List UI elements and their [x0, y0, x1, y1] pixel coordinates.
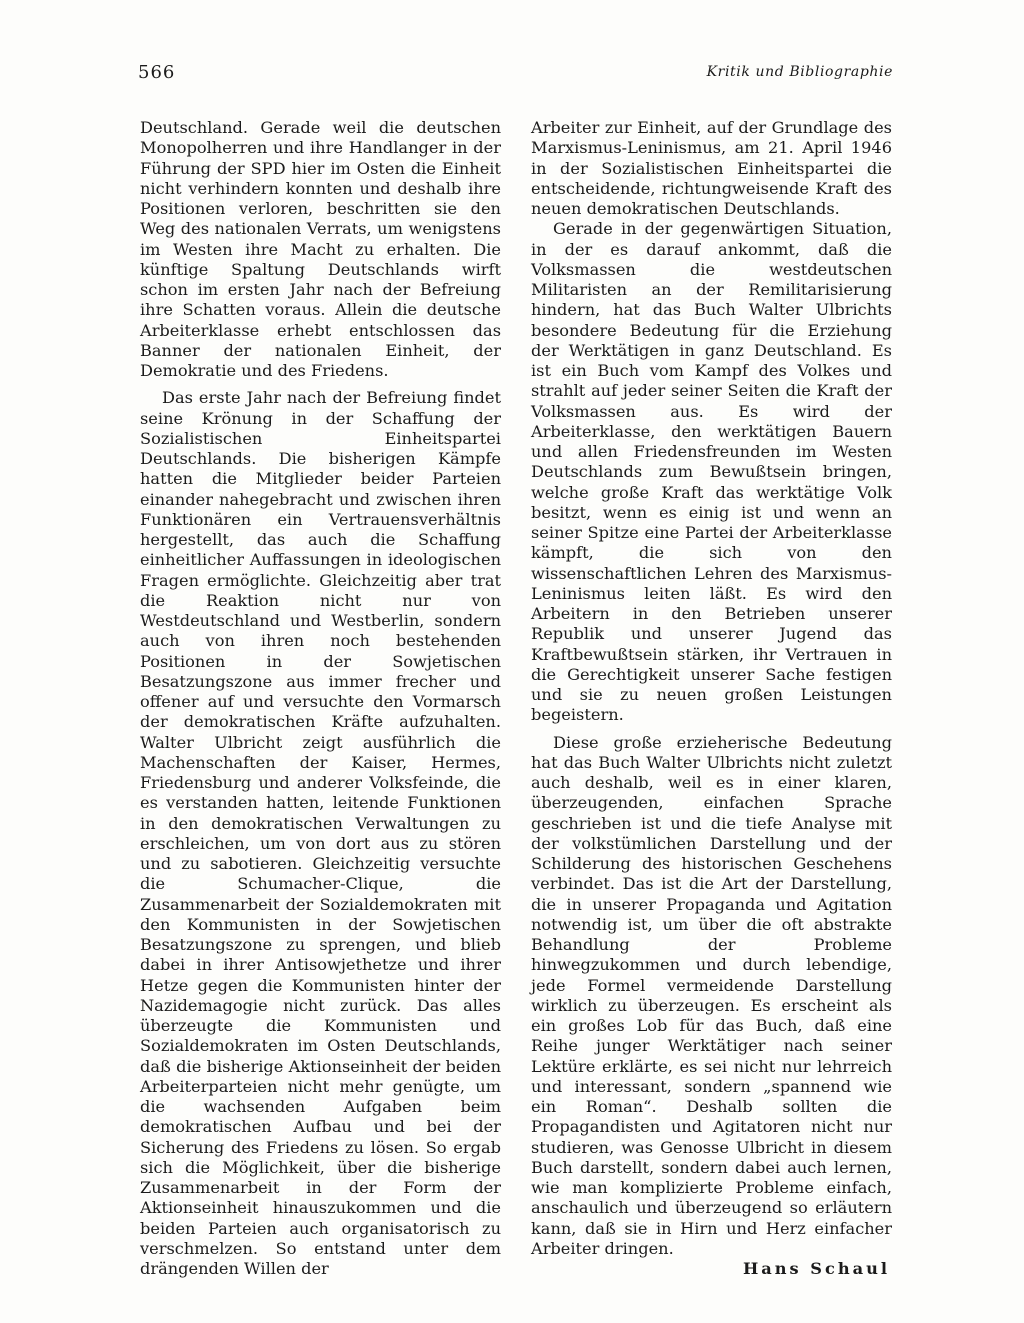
- page-header: [138, 62, 893, 86]
- left-column: [140, 118, 501, 1279]
- paragraph: Arbeiter zur Einheit, auf der Grundlage des Marxismus-Leninismus, am 21. April 1946 in der Sozialistischen Einheitspartei die entscheidende, richtungweisende Kraft des neuen demokratischen Deutschlands.: [531, 118, 892, 218]
- author-signature: Hans Schaul: [742, 1259, 890, 1278]
- paragraph: Deutschland. Gerade weil die deutschen Monopolherren und ihre Handlanger in der Führung der SPD hier im Osten die Einheit nicht verhindern konnten und deshalb ihre Positionen verloren, beschritten sie den Weg des nationalen Verrats, um wenigstens im Westen ihre Macht zu erhalten. Die künftige Spaltung Deutschlands wirft schon im ersten Jahr nach der Befreiung ihre Schatten voraus. Allein die deutsche Arbeiterklasse erhebt entschlossen das Banner der nationalen Einheit, der Demokratie und des Friedens.: [140, 118, 501, 380]
- paragraph: Diese große erzieherische Bedeutung hat das Buch Walter Ulbrichts nicht zuletzt auch deshalb, weil es in einer klaren, überzeugenden, einfachen Sprache geschrieben ist und die tiefe Analyse mit der volkstümlichen Darstellung und der Schilderung des historischen Geschehens verbindet. Das ist die Art der Darstellung, die in unserer Propaganda und Agitation notwendig ist, um über die oft abstrakte Behandlung der Probleme hinwegzukommen und durch lebendige, jede Formel vermeidende Darstellung wirklich zu überzeugen. Es erscheint als ein großes Lob für das Buch, daß eine Reihe junger Werktätiger nach seiner Lektüre erklärte, es sei nicht nur lehrreich und interessant, sondern „spannend wie ein Roman“. Deshalb sollten die Propagandisten und Agitatoren nicht nur studieren, was Genosse Ulbricht in diesem Buch darstellt, sondern dabei auch lernen, wie man komplizierte Probleme einfach, anschaulich und überzeugend so erläutern kann, daß sie in Hirn und Herz einfacher Arbeiter dringen.: [531, 732, 892, 1258]
- paragraph: Gerade in der gegenwärtigen Situation, in der es darauf ankommt, daß die Volksmassen die westdeutschen Militaristen an der Remilitarisierung hindern, hat das Buch Walter Ulbrichts besondere Bedeutung für die Erziehung der Werktätigen in ganz Deutschland. Es ist ein Buch vom Kampf des Volkes und strahlt auf jeder seiner Seiten die Kraft der Volksmassen aus. Es wird der Arbeiterklasse, den werktätigen Bauern und allen Friedensfreunden im Westen Deutschlands zum Bewußtsein bringen, welche große Kraft das werktätige Volk besitzt, wenn es einig ist und wenn an seiner Spitze eine Partei der Arbeiterklasse kämpft, die sich von den wissenschaftlichen Lehren des Marxismus-Leninismus leiten läßt. Es wird den Arbeitern in den Betrieben unserer Republik und unserer Jugend das Kraftbewußtsein stärken, ihr Vertrauen in die Gerechtigkeit unserer Sache festigen und sie zu neuen großen Leistungen begeistern.: [531, 219, 892, 725]
- paragraph: Das erste Jahr nach der Befreiung findet seine Krönung in der Schaffung der Sozialistischen Einheitspartei Deutschlands. Die bisherigen Kämpfe hatten die Mitglieder beider Parteien einander nahegebracht und zwischen ihren Funktionären ein Vertrauensverhältnis hergestellt, das auch die Schaffung einheitlicher Auffassungen in ideologischen Fragen ermöglichte. Gleichzeitig aber trat die Reaktion nicht nur von Westdeutschland und Westberlin, sondern auch von ihren noch bestehenden Positionen in der Sowjetischen Besatzungszone aus immer frecher und offener auf und versuchte den Vormarsch der demokratischen Kräfte aufzuhalten. Walter Ulbricht zeigt ausführlich die Machenschaften der Kaiser, Hermes, Friedensburg und anderer Volksfeinde, die es verstanden hatten, leitende Funktionen in den demokratischen Verwaltungen zu erschleichen, um von dort aus zu stören und zu sabotieren. Gleichzeitig versuchte die Schumacher-Clique, die Zusammenarbeit der Sozialdemokraten mit den Kommunisten in der Sowjetischen Besatzungszone zu sprengen, und blieb dabei in ihrer Antisowjethetze und ihrer Hetze gegen die Kommunisten hinter der Nazidemagogie nicht zurück. Das alles überzeugte die Kommunisten und Sozialdemokraten im Osten Deutschlands, daß die bisherige Aktionseinheit der beiden Arbeiterparteien nicht mehr genügte, um die wachsenden Aufgaben beim demokratischen Aufbau und bei der Sicherung des Friedens zu lösen. So ergab sich die Möglichkeit, über die bisherige Zusammenarbeit in der Form der Aktionseinheit hinauszukommen und die beiden Parteien auch organisatorisch zu verschmelzen. So entstand unter dem drängenden Willen der: [140, 388, 501, 1278]
- right-column: [531, 118, 892, 1279]
- running-title: Kritik und Bibliographie: [706, 64, 893, 80]
- page-number: 566: [138, 62, 176, 83]
